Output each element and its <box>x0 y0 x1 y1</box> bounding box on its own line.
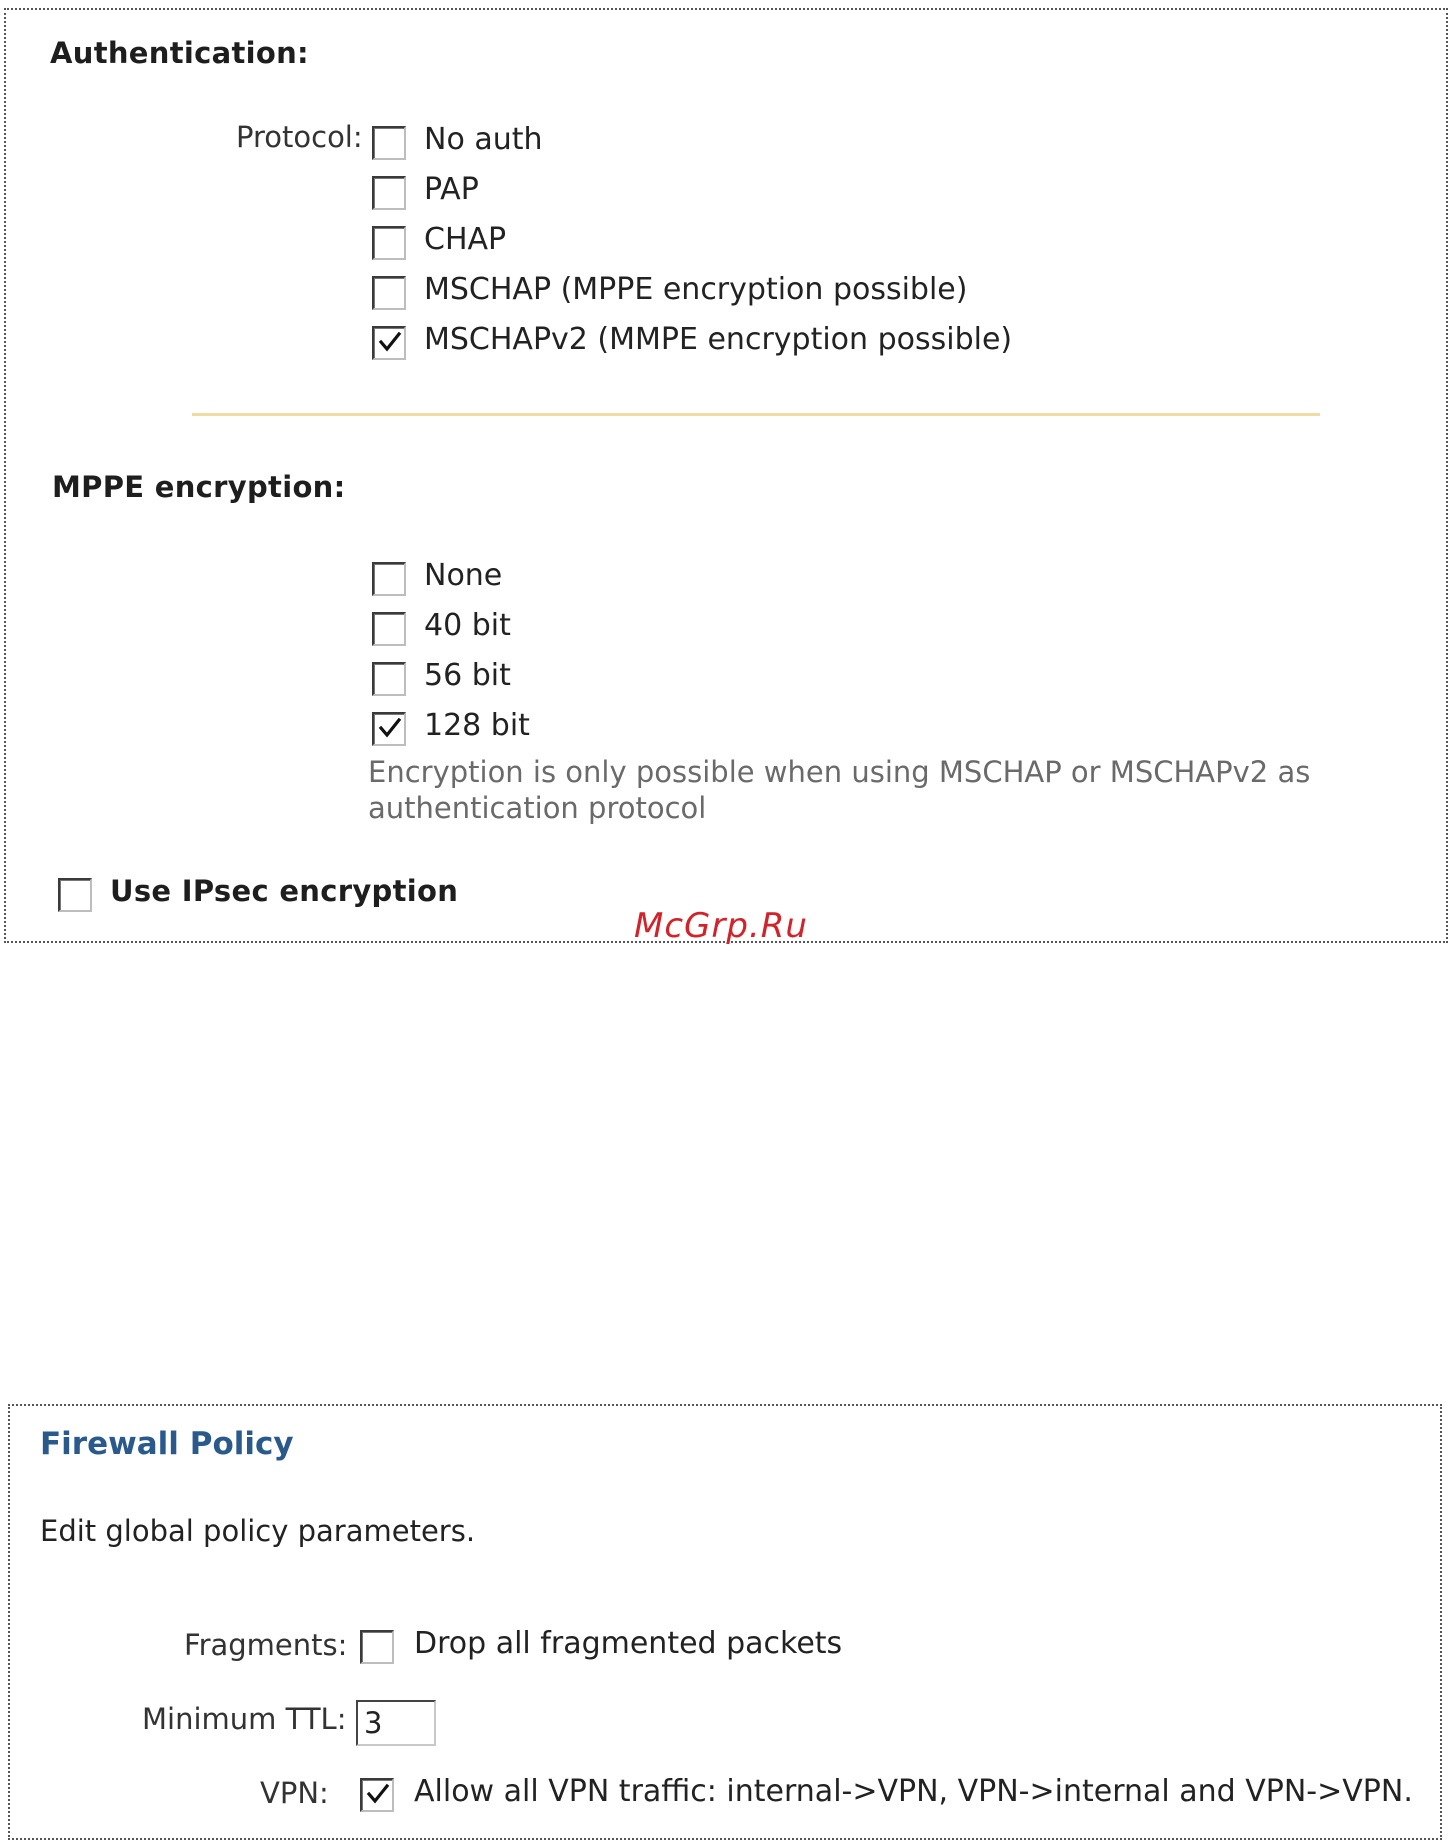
mppe-checkbox-56bit[interactable] <box>372 662 406 696</box>
mppe-help-text: Encryption is only possible when using MSCHAP or MSCHAPv2 as authentication protocol <box>368 755 1311 825</box>
protocol-option-label: MSCHAPv2 (MMPE encryption possible) <box>424 322 1013 357</box>
min-ttl-input[interactable] <box>356 1700 436 1746</box>
watermark-text: McGrp.Ru <box>634 906 808 946</box>
protocol-option-label: CHAP <box>424 222 507 257</box>
mppe-checkbox-none[interactable] <box>372 562 406 596</box>
drop-fragments-checkbox[interactable] <box>360 1630 394 1664</box>
checkmark-icon <box>378 330 402 354</box>
mppe-heading: MPPE encryption: <box>52 470 346 504</box>
vpn-allow-label: Allow all VPN traffic: internal->VPN, VPN->internal and VPN->VPN. <box>414 1774 1413 1809</box>
checkmark-icon <box>378 716 402 740</box>
firewall-policy-panel <box>8 1404 1442 1840</box>
mppe-option-label: 128 bit <box>424 708 530 743</box>
vpn-allow-checkbox[interactable] <box>360 1778 394 1812</box>
firewall-policy-title: Firewall Policy <box>40 1426 294 1462</box>
section-divider <box>192 413 1320 416</box>
protocol-option-label: MSCHAP (MPPE encryption possible) <box>424 272 968 307</box>
firewall-description: Edit global policy parameters. <box>40 1514 476 1548</box>
ipsec-checkbox[interactable] <box>58 878 92 912</box>
protocol-checkbox-no-auth[interactable] <box>372 126 406 160</box>
authentication-heading: Authentication: <box>50 36 309 70</box>
protocol-option-label: PAP <box>424 172 479 207</box>
protocol-label: Protocol: <box>236 120 363 154</box>
checkmark-icon <box>366 1782 390 1806</box>
protocol-checkbox-chap[interactable] <box>372 226 406 260</box>
fragments-label: Fragments: <box>184 1628 348 1662</box>
auth-panel <box>4 8 1448 946</box>
ipsec-label: Use IPsec encryption <box>110 874 459 908</box>
protocol-checkbox-mschap[interactable] <box>372 276 406 310</box>
protocol-checkbox-pap[interactable] <box>372 176 406 210</box>
min-ttl-label: Minimum TTL: <box>142 1702 347 1736</box>
mppe-checkbox-128bit[interactable] <box>372 712 406 746</box>
protocol-option-label: No auth <box>424 122 543 157</box>
mppe-option-label: 56 bit <box>424 658 511 693</box>
drop-fragments-label: Drop all fragmented packets <box>414 1626 843 1661</box>
vpn-label: VPN: <box>260 1776 329 1810</box>
mppe-option-label: None <box>424 558 503 593</box>
protocol-checkbox-mschapv2[interactable] <box>372 326 406 360</box>
mppe-option-label: 40 bit <box>424 608 511 643</box>
mppe-checkbox-40bit[interactable] <box>372 612 406 646</box>
